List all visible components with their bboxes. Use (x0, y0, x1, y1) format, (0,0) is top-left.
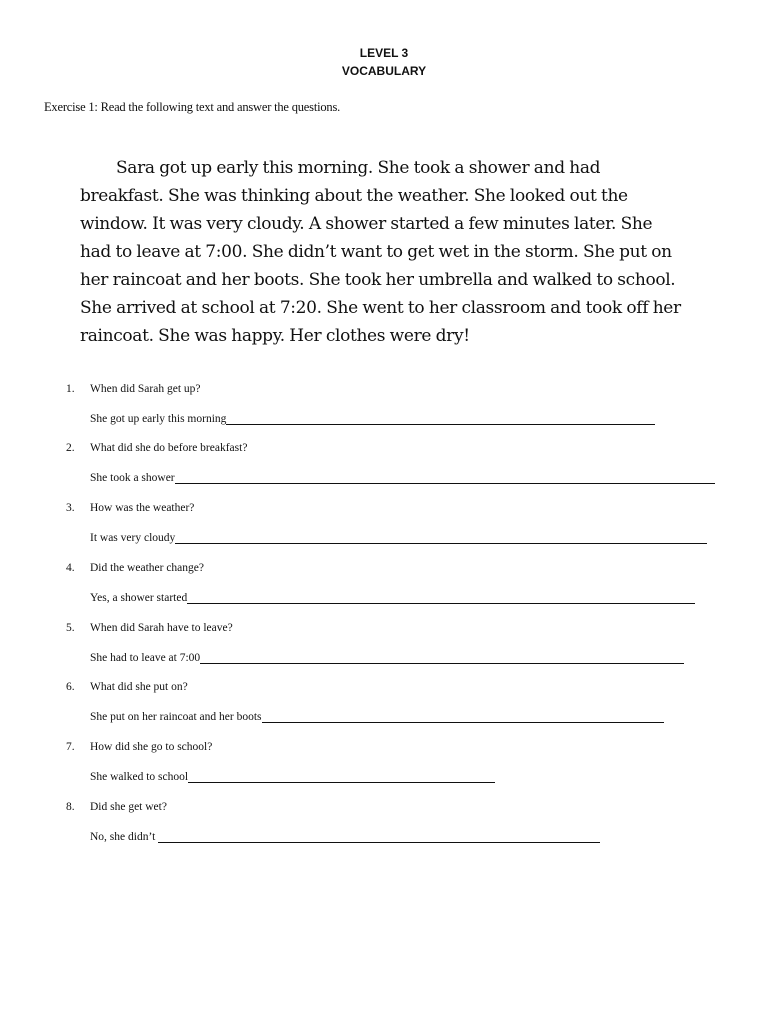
question-item-4 (0, 562, 768, 622)
answer-blank-line[interactable] (226, 413, 655, 425)
answer-row (90, 592, 695, 604)
passage-line: window. It was very cloudy. A shower started a few minutes later. She (80, 214, 653, 234)
question-text: What did she do before breakfast? (90, 442, 248, 454)
exercise-instruction: Exercise 1: Read the following text and answer the questions. (44, 100, 341, 114)
answer-row (90, 413, 655, 425)
question-number: 5. (66, 622, 75, 634)
answer-text: She put on her raincoat and her boots (90, 711, 262, 723)
answer-blank-line[interactable] (158, 831, 600, 843)
question-text: How was the weather? (90, 502, 195, 514)
answer-blank-line[interactable] (175, 532, 707, 544)
question-text: When did Sarah get up? (90, 383, 201, 395)
answer-text: It was very cloudy (90, 532, 176, 544)
answer-row (90, 771, 495, 783)
answer-blank-line[interactable] (175, 472, 715, 484)
answer-row (90, 472, 715, 484)
question-item-2 (0, 442, 768, 502)
answer-text: She had to leave at 7:00 (90, 652, 201, 664)
answer-row (90, 652, 684, 664)
passage-line: her raincoat and her boots. She took her umbrella and walked to school. (80, 270, 676, 290)
answer-blank-line[interactable] (187, 592, 695, 604)
answer-row (90, 711, 664, 723)
passage-line: had to leave at 7:00. She didn’t want to get wet in the storm. She put on (80, 242, 672, 262)
question-item-7 (0, 741, 768, 801)
question-number: 4. (66, 562, 75, 574)
question-item-6 (0, 681, 768, 741)
question-text: How did she go to school? (90, 741, 213, 753)
answer-text: No, she didn’t (90, 831, 156, 843)
question-text: Did the weather change? (90, 562, 204, 574)
question-item-3 (0, 502, 768, 562)
answer-text: Yes, a shower started (90, 592, 188, 604)
vocabulary-heading: VOCABULARY (341, 64, 427, 78)
question-number: 1. (66, 383, 75, 395)
passage-line: She arrived at school at 7:20. She went to her classroom and took off her (80, 298, 681, 318)
question-number: 8. (66, 801, 75, 813)
question-item-1 (0, 383, 768, 443)
question-text: When did Sarah have to leave? (90, 622, 233, 634)
question-text: What did she put on? (90, 681, 188, 693)
passage-line: Sara got up early this morning. She took a shower and had (116, 158, 601, 178)
question-number: 7. (66, 741, 75, 753)
question-item-5 (0, 622, 768, 682)
question-item-8 (0, 801, 768, 861)
answer-blank-line[interactable] (200, 652, 684, 664)
reading-passage (80, 154, 692, 350)
answer-blank-line[interactable] (262, 711, 664, 723)
answer-text: She walked to school (90, 771, 189, 783)
answer-blank-line[interactable] (188, 771, 495, 783)
passage-line: breakfast. She was thinking about the weather. She looked out the (80, 186, 628, 206)
answer-text: She got up early this morning (90, 413, 227, 425)
question-text: Did she get wet? (90, 801, 167, 813)
question-number: 6. (66, 681, 75, 693)
answer-row (90, 831, 600, 843)
answer-text: She took a shower (90, 472, 175, 484)
passage-line: raincoat. She was happy. Her clothes were dry! (80, 326, 470, 346)
answer-row (90, 532, 707, 544)
question-number: 2. (66, 442, 75, 454)
level-heading: LEVEL 3 (359, 46, 409, 60)
question-number: 3. (66, 502, 75, 514)
